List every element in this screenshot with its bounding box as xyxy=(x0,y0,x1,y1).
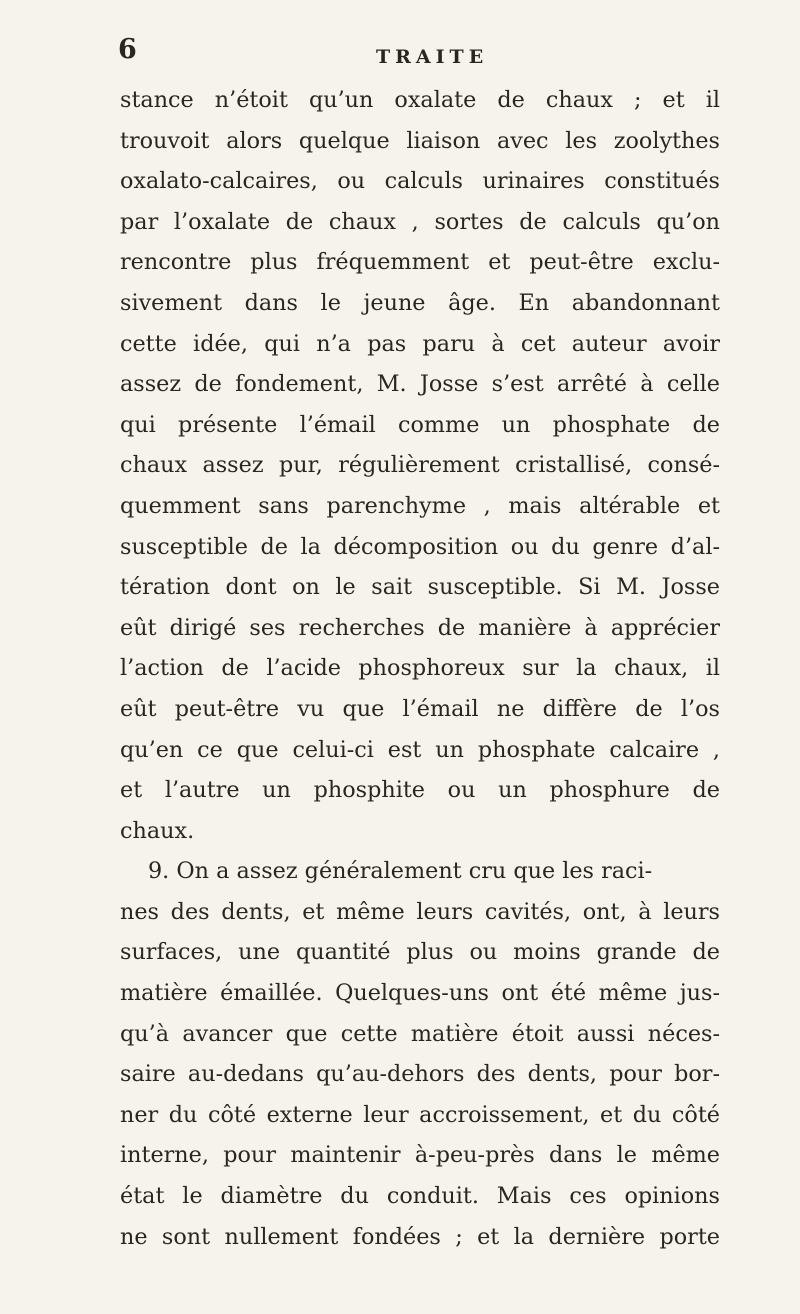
paragraph-start-line: 9. On a assez généralement cru que les raci- xyxy=(148,858,653,885)
text-line: saire au-dedans qu’au-dehors des dents, pour bor- xyxy=(120,1061,720,1088)
text-line: qui présente l’émail comme un phosphate de xyxy=(120,411,720,438)
text-line: rencontre plus fréquemment et peut-être exclu- xyxy=(120,249,720,276)
text-line: oxalato-calcaires, ou calculs urinaires constitués xyxy=(120,168,720,195)
text-line: par l’oxalate de chaux , sortes de calculs qu’on xyxy=(120,208,720,235)
text-line: et l’autre un phosphite ou un phosphure de xyxy=(120,777,720,804)
text-line: ner du côté externe leur accroissement, et du côté xyxy=(120,1101,720,1128)
text-line: l’action de l’acide phosphoreux sur la chaux, il xyxy=(120,655,720,682)
text-line: eût dirigé ses recherches de manière à apprécier xyxy=(120,614,720,641)
text-line: matière émaillée. Quelques-uns ont été même jus- xyxy=(120,980,720,1007)
text-line: état le diamètre du conduit. Mais ces opinions xyxy=(120,1183,720,1210)
text-line: tération dont on le sait susceptible. Si M. Josse xyxy=(120,574,720,601)
text-line: cette idée, qui n’a pas paru à cet auteur avoir xyxy=(120,330,720,357)
body-text xyxy=(120,80,720,1257)
text-line: ne sont nullement fondées ; et la dernière porte xyxy=(120,1223,720,1250)
text-line: susceptible de la décomposition ou du genre d’al- xyxy=(120,533,720,560)
text-line: nes des dents, et même leurs cavités, ont, à leurs xyxy=(120,898,720,925)
running-title: TRAITE xyxy=(376,46,489,68)
text-line: assez de fondement, M. Josse s’est arrêté à celle xyxy=(120,371,720,398)
text-line: chaux. xyxy=(120,817,195,844)
text-line: chaux assez pur, régulièrement cristallisé, consé- xyxy=(120,452,720,479)
text-line: surfaces, une quantité plus ou moins grande de xyxy=(120,939,720,966)
text-line: quemment sans parenchyme , mais altérable et xyxy=(120,492,720,519)
text-line: eût peut-être vu que l’émail ne diffère de l’os xyxy=(120,695,720,722)
text-line: sivement dans le jeune âge. En abandonnant xyxy=(120,289,720,316)
text-line: qu’en ce que celui-ci est un phosphate calcaire , xyxy=(120,736,720,763)
text-line: qu’à avancer que cette matière étoit aussi néces- xyxy=(120,1020,720,1047)
page-number: 6 xyxy=(118,34,137,65)
text-line: trouvoit alors quelque liaison avec les zoolythes xyxy=(120,127,720,154)
text-line: interne, pour maintenir à-peu-près dans le même xyxy=(120,1142,720,1169)
text-line: stance n’étoit qu’un oxalate de chaux ; et il xyxy=(120,87,720,113)
